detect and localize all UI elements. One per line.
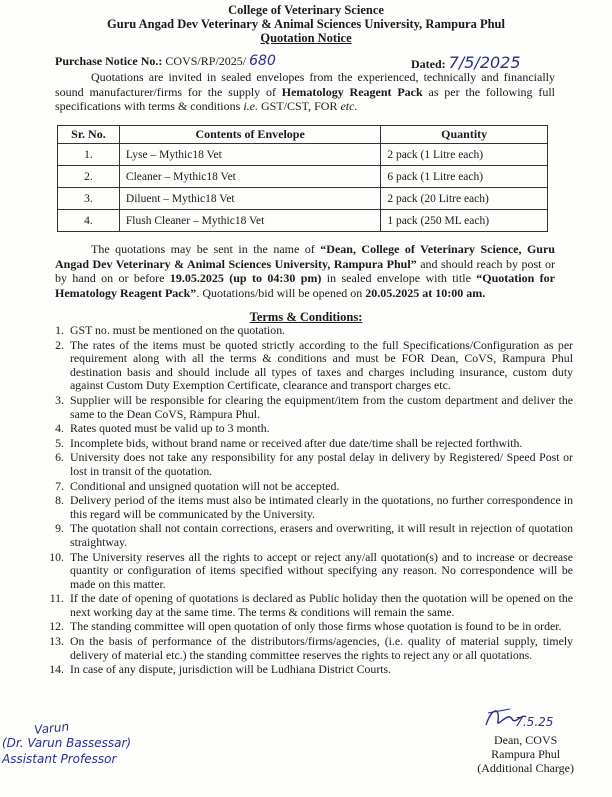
notice-title: Quotation Notice: [260, 31, 352, 45]
assistant-professor-signature: [2, 718, 131, 766]
table-row: 1. Lyse – Mythic18 Vet 2 pack (1 Litre each): [58, 144, 548, 166]
signature-scrawl: Varun: [33, 719, 70, 738]
list-item: 13. On the basis of performance of the distributors/firms/agencies, (i.e. quality of material supply, timely delivery of material etc.) the standing committee reserves the rights to reject any or all quotations.: [49, 634, 573, 662]
terms-title: Terms & Conditions:: [249, 310, 363, 324]
list-item: 8. Delivery period of the items must also be intimated clearly in the quotations, no further correspondence in this regard will be communicated by the University.: [55, 493, 573, 521]
college-name: College of Veterinary Science: [228, 3, 384, 17]
list-item: 12. The standing committee will open quotation of only those firms whose quotation is found to be in order.: [49, 619, 562, 634]
table-row: 2. Cleaner – Mythic18 Vet 6 pack (1 Litre each): [58, 166, 548, 188]
list-item: 9. The quotation shall not contain corrections, erasers and overwriting, it will result in rejection of quotation straightway.: [55, 521, 573, 549]
dean-location: Rampura Phul: [491, 747, 561, 761]
opening-date: 20.05.2025 at 10:00 am.: [365, 285, 486, 300]
list-item: 14. In case of any dispute, jurisdiction will be Ludhiana District Courts.: [49, 662, 392, 677]
list-item: 4. Rates quoted must be valid up to 3 month.: [55, 421, 270, 436]
dean-signature-block: [477, 715, 574, 775]
handwritten-notice-number: 680: [249, 53, 276, 69]
list-item: 2. The rates of the items must be quoted strictly according to the full Specifications/Configuration as per requirement along with all the terms & conditions and must be FOR Dean, CoVS, Rampura Phul destination basis and should include all types of taxes and charges including insurance, custom duty against Custom Duty Exemption Certificate, clearance and transport charges etc.: [55, 337, 573, 393]
table-row: 4. Flush Cleaner – Mythic18 Vet 1 pack (250 ML each): [58, 210, 548, 232]
signatory-title: Assistant Professor: [2, 752, 117, 766]
table-header-row: [58, 126, 548, 144]
terms-list: [33, 324, 573, 678]
signatory-name: (Dr. Varun Bassessar): [2, 736, 132, 750]
university-name: Guru Angad Dev Veterinary & Animal Sciences University, Rampura Phul: [107, 17, 505, 31]
list-item: 7. Conditional and unsigned quotation will not be accepted.: [55, 478, 340, 493]
list-item: 11. If the date of opening of quotations is declared as Public holiday then the quotation will be opened on the next working day at the same time. The terms & conditions will remain the same.: [49, 591, 573, 619]
list-item: 10. The University reserves all the rights to accept or reject any/all quotation(s) and to increase or decrease quantity or configuration of items specified without specifying any reason. No correspondence will be made on this matter.: [49, 549, 573, 591]
header-contents: Contents of Envelope: [119, 126, 380, 144]
dated-label: Dated:: [411, 57, 446, 71]
list-item: 3. Supplier will be responsible for clearing the equipment/item from the custom department and deliver the same to the Dean CoVS, Rampura Phul.: [55, 392, 573, 421]
dean-title: Dean, COVS: [493, 733, 558, 747]
items-table: [57, 125, 548, 232]
table-row: 3. Diluent – Mythic18 Vet 2 pack (20 Litre each): [58, 188, 548, 210]
header-quantity: Quantity: [381, 126, 548, 144]
handwritten-date: 7/5/2025: [448, 53, 521, 72]
purchase-notice-label: Purchase Notice No.:: [55, 54, 163, 68]
item-name: Hematology Reagent Pack: [281, 84, 423, 99]
signature-date: 7.5.25: [515, 715, 554, 729]
header-sr-no: Sr. No.: [58, 126, 120, 144]
list-item: 1. GST no. must be mentioned on the quotation.: [55, 323, 286, 337]
due-date: 19.05.2025 (up to 04:30 pm): [169, 271, 322, 286]
intro-paragraph: Quotations are invited in sealed envelopes from the experienced, technically and financially sound manufacturer/firms for the supply of Hematology Reagent Pack as per the following full specifications with terms & conditions i.e. GST/CST, FOR etc.: [55, 70, 556, 114]
purchase-notice-number: COVS/RP/2025/: [165, 54, 247, 68]
list-item: 5. Incomplete bids, without brand name or received after due date/time shall be rejected forthwith.: [55, 435, 523, 450]
dean-charge: (Additional Charge): [477, 761, 574, 775]
list-item: 6. University does not take any responsibility for any postal delay in delivery by Registered/ Speed Post or lost in transit of the quotation.: [55, 450, 573, 478]
submission-paragraph: The quotations may be sent in the name of “Dean, College of Veterinary Science, Guru Angad Dev Veterinary & Animal Sciences University, Rampura Phul” and should reach by post or by hand on or before 19.05.2025 (up to 04:30 pm) in sealed envelope with title “Quotation for Hematology Reagent Pack”. Quotations/bid will be opened on 20.05.2025 at 10:00 am.: [55, 242, 555, 300]
